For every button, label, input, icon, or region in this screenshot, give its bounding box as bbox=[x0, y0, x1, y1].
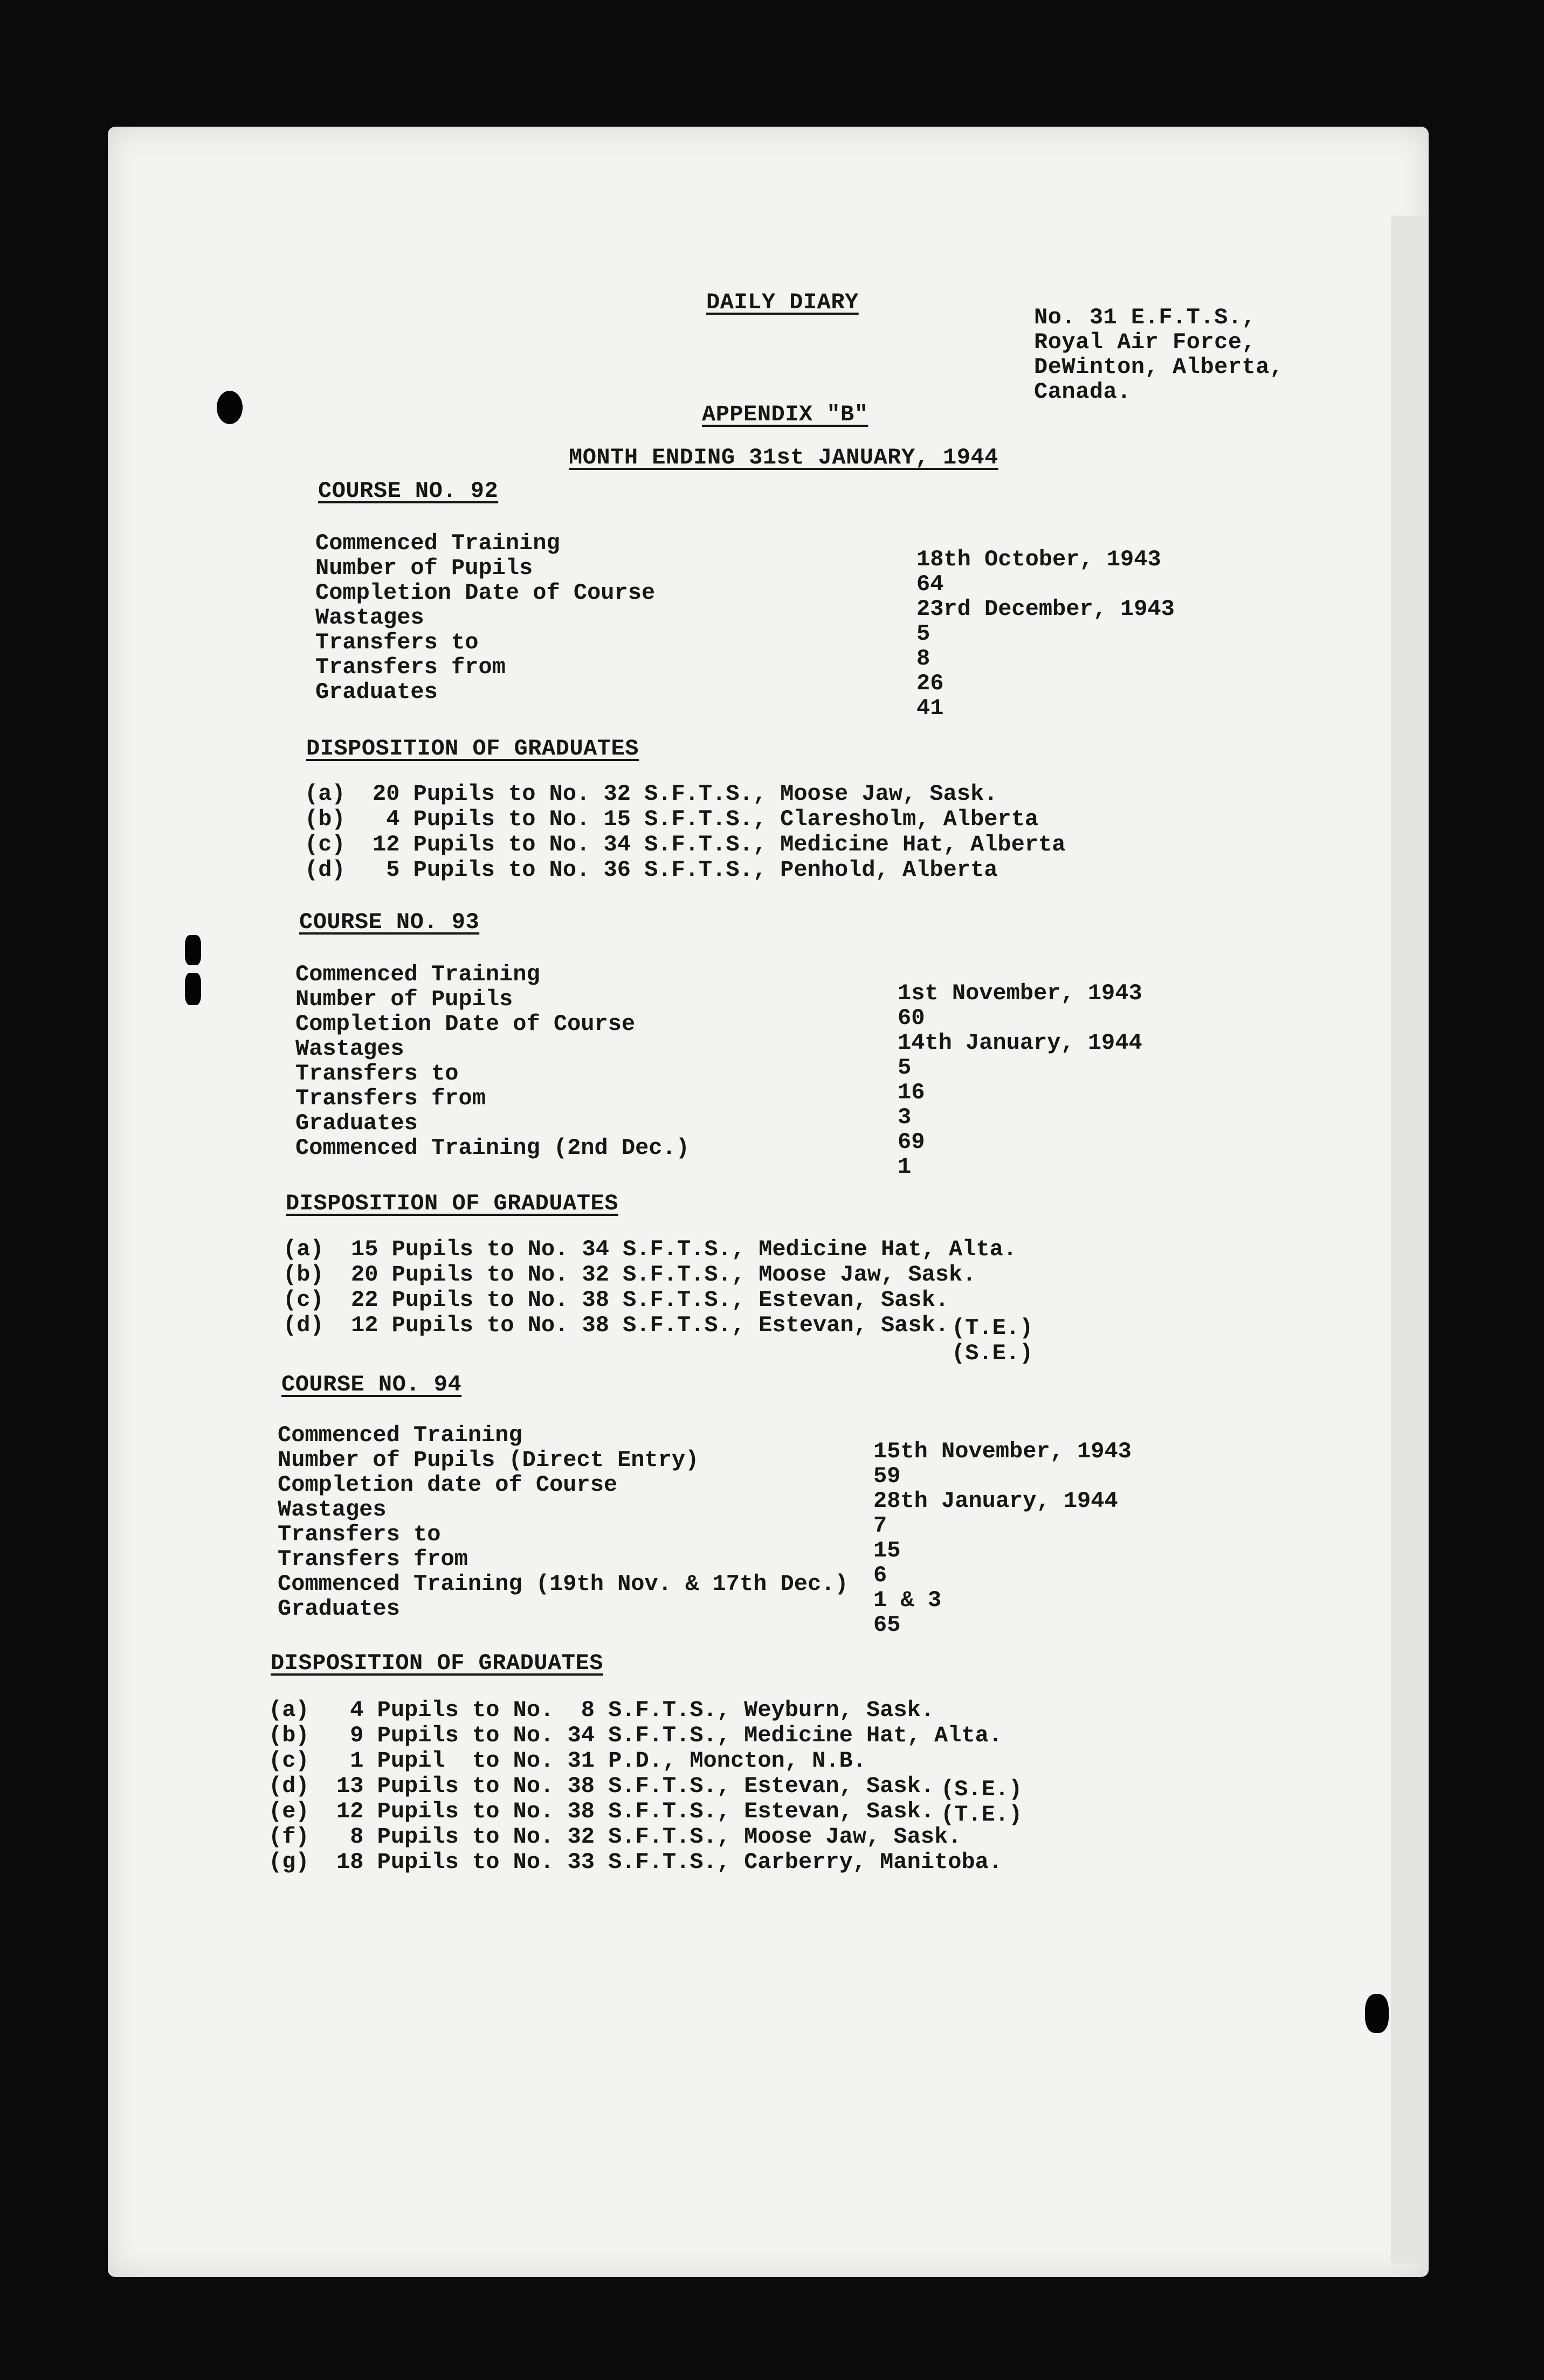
field-label: Number of Pupils bbox=[295, 986, 513, 1012]
disposition-item: (g) 18 Pupils to No. 33 S.F.T.S., Carberry, Manitoba. bbox=[268, 1849, 1003, 1875]
disposition-item: (b) 4 Pupils to No. 15 S.F.T.S., Claresholm, Alberta bbox=[305, 806, 1039, 832]
punch-hole bbox=[1365, 1994, 1389, 2033]
appendix-heading: APPENDIX "B" bbox=[702, 402, 868, 427]
field-label: Graduates bbox=[278, 1596, 400, 1622]
field-value: 26 bbox=[916, 670, 944, 696]
field-label: Transfers from bbox=[295, 1085, 486, 1111]
disposition-title: DISPOSITION OF GRADUATES bbox=[306, 736, 639, 762]
punch-hole bbox=[185, 935, 201, 965]
field-value: 7 bbox=[873, 1513, 887, 1539]
disposition-item: (a) 15 Pupils to No. 34 S.F.T.S., Medicine Hat, Alta. bbox=[283, 1236, 1017, 1262]
field-value: 23rd December, 1943 bbox=[916, 596, 1175, 622]
engine-type-note: (T.E.) bbox=[952, 1315, 1033, 1341]
unit-line: Canada. bbox=[1034, 379, 1131, 405]
field-label: Completion date of Course bbox=[278, 1472, 618, 1498]
punch-hole bbox=[185, 973, 201, 1005]
unit-address bbox=[1034, 306, 1284, 403]
disposition-item: (e) 12 Pupils to No. 38 S.F.T.S., Estevan, Sask. bbox=[268, 1798, 935, 1824]
field-label: Transfers to bbox=[315, 629, 479, 655]
punch-hole bbox=[217, 391, 243, 424]
field-value: 64 bbox=[916, 571, 944, 597]
field-value: 69 bbox=[898, 1129, 925, 1155]
disposition-item: (a) 20 Pupils to No. 32 S.F.T.S., Moose Jaw, Sask. bbox=[305, 781, 998, 807]
course-labels bbox=[278, 1423, 849, 1621]
unit-line: No. 31 E.F.T.S., bbox=[1034, 305, 1256, 330]
field-value: 15 bbox=[873, 1538, 901, 1563]
disposition-item: (b) 9 Pupils to No. 34 S.F.T.S., Medicine Hat, Alta. bbox=[268, 1722, 1003, 1748]
unit-line: Royal Air Force, bbox=[1034, 329, 1256, 355]
course-labels bbox=[315, 531, 655, 704]
field-value: 5 bbox=[898, 1055, 912, 1081]
field-value: 59 bbox=[873, 1463, 901, 1489]
engine-type-note: (S.E.) bbox=[941, 1776, 1023, 1802]
disposition-item: (b) 20 Pupils to No. 32 S.F.T.S., Moose Jaw, Sask. bbox=[283, 1262, 976, 1288]
field-label: Wastages bbox=[295, 1036, 404, 1062]
engine-type-note: (S.E.) bbox=[952, 1340, 1033, 1366]
field-value: 18th October, 1943 bbox=[916, 546, 1161, 572]
field-label: Number of Pupils (Direct Entry) bbox=[278, 1447, 699, 1473]
field-label: Transfers to bbox=[295, 1061, 459, 1087]
disposition-item: (c) 1 Pupil to No. 31 P.D., Moncton, N.B. bbox=[268, 1748, 866, 1774]
field-label: Commenced Training bbox=[278, 1422, 522, 1448]
field-label: Commenced Training (19th Nov. & 17th Dec.) bbox=[278, 1571, 849, 1597]
field-label: Transfers to bbox=[278, 1521, 441, 1547]
field-label: Transfers from bbox=[315, 654, 506, 680]
field-label: Completion Date of Course bbox=[315, 580, 656, 606]
disposition-list bbox=[268, 1698, 1002, 1875]
unit-line: DeWinton, Alberta, bbox=[1034, 354, 1284, 380]
course-title: COURSE NO. 94 bbox=[281, 1372, 462, 1397]
field-value: 16 bbox=[898, 1080, 925, 1105]
field-value: 1 bbox=[898, 1154, 912, 1180]
disposition-item: (f) 8 Pupils to No. 32 S.F.T.S., Moose Jaw, Sask. bbox=[268, 1824, 962, 1850]
field-value: 15th November, 1943 bbox=[873, 1438, 1132, 1464]
second-page-edge bbox=[1391, 216, 1429, 2264]
disposition-item: (d) 5 Pupils to No. 36 S.F.T.S., Penhold, Alberta bbox=[305, 857, 998, 883]
field-value: 14th January, 1944 bbox=[898, 1030, 1142, 1056]
disposition-item: (a) 4 Pupils to No. 8 S.F.T.S., Weyburn, Sask. bbox=[268, 1697, 935, 1723]
field-value: 6 bbox=[873, 1562, 887, 1588]
field-value: 1 & 3 bbox=[873, 1587, 942, 1613]
disposition-item: (c) 22 Pupils to No. 38 S.F.T.S., Estevan, Sask. bbox=[283, 1287, 949, 1313]
field-value: 1st November, 1943 bbox=[898, 980, 1142, 1006]
field-label: Number of Pupils bbox=[315, 555, 533, 581]
disposition-title: DISPOSITION OF GRADUATES bbox=[286, 1191, 618, 1216]
field-value: 5 bbox=[916, 621, 930, 647]
course-values bbox=[898, 981, 1142, 1179]
field-label: Commenced Training bbox=[295, 961, 540, 987]
month-heading: MONTH ENDING 31st JANUARY, 1944 bbox=[569, 445, 998, 471]
course-values bbox=[916, 547, 1175, 721]
field-value: 60 bbox=[898, 1005, 925, 1031]
field-value: 65 bbox=[873, 1612, 901, 1638]
disposition-item: (d) 12 Pupils to No. 38 S.F.T.S., Estevan, Sask. bbox=[283, 1312, 949, 1338]
field-value: 28th January, 1944 bbox=[873, 1488, 1118, 1514]
engine-type-note: (T.E.) bbox=[941, 1802, 1023, 1828]
field-value: 8 bbox=[916, 646, 930, 672]
field-label: Commenced Training bbox=[315, 530, 560, 556]
course-title: COURSE NO. 93 bbox=[299, 909, 480, 935]
disposition-list bbox=[305, 781, 1065, 883]
field-value: 41 bbox=[916, 695, 944, 721]
disposition-list bbox=[283, 1237, 1017, 1338]
page-title: DAILY DIARY bbox=[706, 289, 859, 315]
disposition-item: (d) 13 Pupils to No. 38 S.F.T.S., Estevan, Sask. bbox=[268, 1773, 935, 1799]
field-label: Transfers from bbox=[278, 1546, 468, 1572]
course-values bbox=[873, 1439, 1132, 1637]
course-labels bbox=[295, 962, 690, 1160]
field-label: Wastages bbox=[278, 1497, 387, 1523]
field-label: Completion Date of Course bbox=[295, 1011, 636, 1037]
disposition-title: DISPOSITION OF GRADUATES bbox=[271, 1650, 603, 1676]
field-value: 3 bbox=[898, 1104, 912, 1130]
field-label: Graduates bbox=[295, 1110, 418, 1136]
field-label: Wastages bbox=[315, 605, 424, 631]
field-label: Graduates bbox=[315, 679, 438, 705]
course-title: COURSE NO. 92 bbox=[318, 478, 499, 504]
field-label: Commenced Training (2nd Dec.) bbox=[295, 1135, 690, 1161]
disposition-item: (c) 12 Pupils to No. 34 S.F.T.S., Medicine Hat, Alberta bbox=[305, 832, 1066, 857]
